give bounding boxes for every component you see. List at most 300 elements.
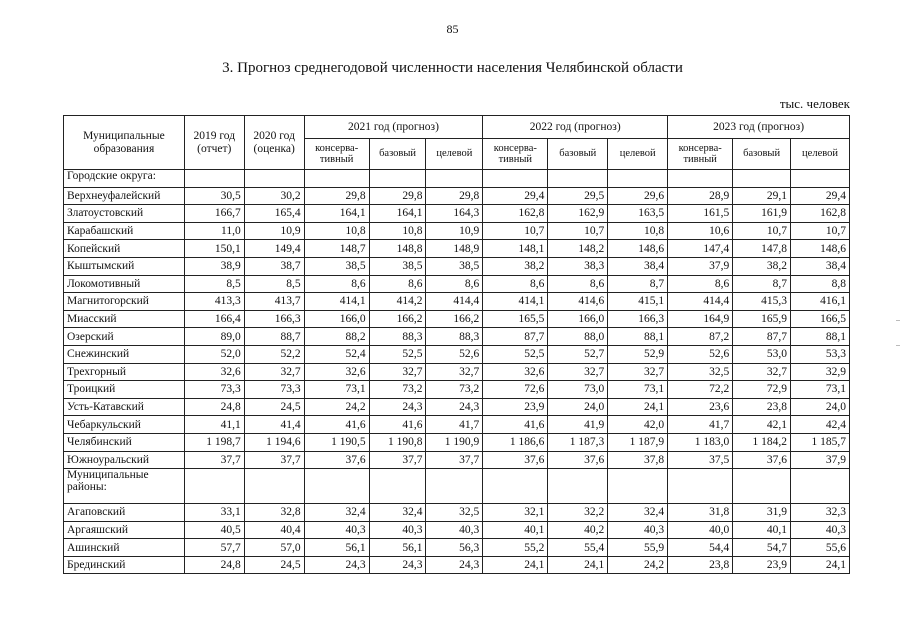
- value-cell: 37,9: [668, 257, 733, 275]
- section-header-row: [64, 170, 850, 188]
- value-cell: 163,5: [608, 205, 668, 223]
- empty-cell: [184, 469, 244, 504]
- value-cell: 29,8: [369, 187, 426, 205]
- table-row: [64, 416, 850, 434]
- value-cell: 88,1: [791, 328, 850, 346]
- municipality-name: Трехгорный: [64, 363, 185, 381]
- value-cell: 42,4: [791, 416, 850, 434]
- value-cell: 37,6: [304, 451, 369, 469]
- value-cell: 162,8: [791, 205, 850, 223]
- empty-cell: [548, 170, 608, 188]
- value-cell: 24,1: [548, 556, 608, 574]
- value-cell: 24,0: [791, 398, 850, 416]
- value-cell: 166,3: [244, 310, 304, 328]
- value-cell: 1 185,7: [791, 433, 850, 451]
- value-cell: 38,5: [304, 257, 369, 275]
- value-cell: 23,8: [668, 556, 733, 574]
- value-cell: 40,1: [733, 521, 791, 539]
- value-cell: 32,6: [304, 363, 369, 381]
- value-cell: 41,6: [304, 416, 369, 434]
- table-row: [64, 539, 850, 557]
- value-cell: 8,6: [668, 275, 733, 293]
- value-cell: 28,9: [668, 187, 733, 205]
- value-cell: 32,9: [791, 363, 850, 381]
- value-cell: 161,9: [733, 205, 791, 223]
- value-cell: 31,9: [733, 504, 791, 522]
- header-2021: 2021 год (прогноз): [304, 116, 483, 139]
- value-cell: 40,4: [244, 521, 304, 539]
- value-cell: 8,6: [548, 275, 608, 293]
- value-cell: 8,6: [304, 275, 369, 293]
- value-cell: 8,5: [244, 275, 304, 293]
- value-cell: 148,2: [548, 240, 608, 258]
- empty-cell: [608, 170, 668, 188]
- value-cell: 32,3: [791, 504, 850, 522]
- value-cell: 8,6: [369, 275, 426, 293]
- value-cell: 87,2: [668, 328, 733, 346]
- value-cell: 166,4: [184, 310, 244, 328]
- value-cell: 37,6: [733, 451, 791, 469]
- value-cell: 166,2: [369, 310, 426, 328]
- value-cell: 57,7: [184, 539, 244, 557]
- value-cell: 88,2: [304, 328, 369, 346]
- value-cell: 32,7: [548, 363, 608, 381]
- value-cell: 166,0: [548, 310, 608, 328]
- value-cell: 8,5: [184, 275, 244, 293]
- value-cell: 23,6: [668, 398, 733, 416]
- value-cell: 24,3: [369, 398, 426, 416]
- empty-cell: [244, 170, 304, 188]
- table-row: [64, 363, 850, 381]
- value-cell: 147,4: [668, 240, 733, 258]
- value-cell: 40,1: [483, 521, 548, 539]
- empty-cell: [791, 170, 850, 188]
- value-cell: 29,6: [608, 187, 668, 205]
- page-number: 85: [446, 22, 459, 36]
- value-cell: 52,5: [369, 345, 426, 363]
- empty-cell: [733, 469, 791, 504]
- municipality-name: Агаповский: [64, 504, 185, 522]
- value-cell: 10,8: [608, 222, 668, 240]
- value-cell: 24,1: [791, 556, 850, 574]
- value-cell: 29,8: [304, 187, 369, 205]
- value-cell: 148,9: [426, 240, 483, 258]
- empty-cell: [369, 469, 426, 504]
- value-cell: 37,7: [184, 451, 244, 469]
- value-cell: 55,9: [608, 539, 668, 557]
- value-cell: 1 194,6: [244, 433, 304, 451]
- value-cell: 8,6: [483, 275, 548, 293]
- value-cell: 8,8: [791, 275, 850, 293]
- value-cell: 147,8: [733, 240, 791, 258]
- value-cell: 31,8: [668, 504, 733, 522]
- value-cell: 164,1: [304, 205, 369, 223]
- units-label: тыс. человек: [779, 96, 850, 111]
- value-cell: 52,6: [668, 345, 733, 363]
- section-label: Городские округа:: [64, 170, 185, 188]
- value-cell: 52,6: [426, 345, 483, 363]
- value-cell: 38,7: [244, 257, 304, 275]
- value-cell: 38,2: [733, 257, 791, 275]
- value-cell: 29,4: [483, 187, 548, 205]
- value-cell: 37,7: [369, 451, 426, 469]
- value-cell: 32,8: [244, 504, 304, 522]
- table-row: [64, 275, 850, 293]
- value-cell: 33,1: [184, 504, 244, 522]
- municipality-name: Копейский: [64, 240, 185, 258]
- value-cell: 414,6: [548, 293, 608, 311]
- value-cell: 415,3: [733, 293, 791, 311]
- value-cell: 8,7: [733, 275, 791, 293]
- header-2019: 2019 год (отчет): [184, 116, 244, 170]
- value-cell: 10,7: [733, 222, 791, 240]
- value-cell: 413,7: [244, 293, 304, 311]
- municipality-name: Троицкий: [64, 381, 185, 399]
- value-cell: 32,4: [304, 504, 369, 522]
- header-2022: 2022 год (прогноз): [483, 116, 668, 139]
- municipality-name: Ашинский: [64, 539, 185, 557]
- value-cell: 32,6: [483, 363, 548, 381]
- value-cell: 1 190,5: [304, 433, 369, 451]
- empty-cell: [244, 469, 304, 504]
- value-cell: 73,1: [304, 381, 369, 399]
- value-cell: 52,0: [184, 345, 244, 363]
- municipality-name: Снежинский: [64, 345, 185, 363]
- value-cell: 88,0: [548, 328, 608, 346]
- value-cell: 52,9: [608, 345, 668, 363]
- value-cell: 73,3: [244, 381, 304, 399]
- value-cell: 32,7: [369, 363, 426, 381]
- value-cell: 148,6: [791, 240, 850, 258]
- value-cell: 54,4: [668, 539, 733, 557]
- value-cell: 10,8: [304, 222, 369, 240]
- empty-cell: [483, 170, 548, 188]
- value-cell: 164,3: [426, 205, 483, 223]
- value-cell: 73,3: [184, 381, 244, 399]
- header-2023-base: базовый: [733, 139, 791, 170]
- section-label: Муниципальные районы:: [64, 469, 185, 504]
- value-cell: 10,8: [369, 222, 426, 240]
- empty-cell: [369, 170, 426, 188]
- value-cell: 24,3: [426, 556, 483, 574]
- value-cell: 32,5: [426, 504, 483, 522]
- value-cell: 37,8: [608, 451, 668, 469]
- value-cell: 37,6: [483, 451, 548, 469]
- value-cell: 166,2: [426, 310, 483, 328]
- value-cell: 38,4: [791, 257, 850, 275]
- value-cell: 166,3: [608, 310, 668, 328]
- empty-cell: [668, 469, 733, 504]
- value-cell: 42,0: [608, 416, 668, 434]
- value-cell: 38,5: [426, 257, 483, 275]
- table-row: [64, 240, 850, 258]
- municipality-name: Южноуральский: [64, 451, 185, 469]
- municipality-name: Миасский: [64, 310, 185, 328]
- value-cell: 413,3: [184, 293, 244, 311]
- scan-margin-mark: [896, 320, 900, 321]
- municipality-name: Кыштымский: [64, 257, 185, 275]
- value-cell: 1 187,9: [608, 433, 668, 451]
- value-cell: 37,7: [426, 451, 483, 469]
- value-cell: 166,0: [304, 310, 369, 328]
- value-cell: 165,9: [733, 310, 791, 328]
- value-cell: 32,7: [608, 363, 668, 381]
- value-cell: 88,1: [608, 328, 668, 346]
- value-cell: 40,3: [369, 521, 426, 539]
- table-row: [64, 398, 850, 416]
- value-cell: 414,4: [668, 293, 733, 311]
- table-row: [64, 205, 850, 223]
- value-cell: 24,1: [608, 398, 668, 416]
- value-cell: 56,3: [426, 539, 483, 557]
- value-cell: 29,1: [733, 187, 791, 205]
- value-cell: 88,3: [369, 328, 426, 346]
- table-row: [64, 293, 850, 311]
- empty-cell: [791, 469, 850, 504]
- value-cell: 88,7: [244, 328, 304, 346]
- value-cell: 32,1: [483, 504, 548, 522]
- value-cell: 1 198,7: [184, 433, 244, 451]
- value-cell: 38,2: [483, 257, 548, 275]
- empty-cell: [548, 469, 608, 504]
- table-row: [64, 187, 850, 205]
- value-cell: 41,4: [244, 416, 304, 434]
- value-cell: 416,1: [791, 293, 850, 311]
- value-cell: 164,1: [369, 205, 426, 223]
- header-2023: 2023 год (прогноз): [668, 116, 850, 139]
- value-cell: 42,1: [733, 416, 791, 434]
- value-cell: 52,2: [244, 345, 304, 363]
- value-cell: 414,4: [426, 293, 483, 311]
- value-cell: 1 190,8: [369, 433, 426, 451]
- value-cell: 148,6: [608, 240, 668, 258]
- value-cell: 165,4: [244, 205, 304, 223]
- population-forecast-table: [63, 115, 850, 574]
- value-cell: 414,1: [483, 293, 548, 311]
- municipality-name: Аргаяшский: [64, 521, 185, 539]
- header-2022-base: базовый: [548, 139, 608, 170]
- value-cell: 1 190,9: [426, 433, 483, 451]
- municipality-name: Озерский: [64, 328, 185, 346]
- table-row: [64, 345, 850, 363]
- empty-cell: [304, 469, 369, 504]
- value-cell: 54,7: [733, 539, 791, 557]
- empty-cell: [608, 469, 668, 504]
- value-cell: 32,4: [608, 504, 668, 522]
- value-cell: 166,7: [184, 205, 244, 223]
- value-cell: 148,8: [369, 240, 426, 258]
- header-2022-conservative: консерва-тивный: [483, 139, 548, 170]
- table-row: [64, 381, 850, 399]
- value-cell: 72,2: [668, 381, 733, 399]
- value-cell: 37,7: [244, 451, 304, 469]
- value-cell: 24,3: [369, 556, 426, 574]
- value-cell: 32,7: [244, 363, 304, 381]
- value-cell: 40,3: [426, 521, 483, 539]
- value-cell: 30,2: [244, 187, 304, 205]
- value-cell: 38,9: [184, 257, 244, 275]
- value-cell: 150,1: [184, 240, 244, 258]
- empty-cell: [426, 469, 483, 504]
- value-cell: 72,9: [733, 381, 791, 399]
- municipality-name: Верхнеуфалейский: [64, 187, 185, 205]
- header-2021-base: базовый: [369, 139, 426, 170]
- table-row: [64, 433, 850, 451]
- value-cell: 10,9: [426, 222, 483, 240]
- value-cell: 73,2: [369, 381, 426, 399]
- value-cell: 24,1: [483, 556, 548, 574]
- header-2020: 2020 год (оценка): [244, 116, 304, 170]
- empty-cell: [426, 170, 483, 188]
- value-cell: 414,2: [369, 293, 426, 311]
- value-cell: 24,5: [244, 556, 304, 574]
- value-cell: 23,9: [483, 398, 548, 416]
- municipality-name: Брединский: [64, 556, 185, 574]
- table-row: [64, 222, 850, 240]
- value-cell: 32,7: [426, 363, 483, 381]
- value-cell: 56,1: [369, 539, 426, 557]
- value-cell: 32,7: [733, 363, 791, 381]
- value-cell: 40,5: [184, 521, 244, 539]
- value-cell: 1 183,0: [668, 433, 733, 451]
- empty-cell: [668, 170, 733, 188]
- value-cell: 88,3: [426, 328, 483, 346]
- value-cell: 40,3: [791, 521, 850, 539]
- value-cell: 30,5: [184, 187, 244, 205]
- header-2023-target: целевой: [791, 139, 850, 170]
- value-cell: 87,7: [733, 328, 791, 346]
- value-cell: 37,9: [791, 451, 850, 469]
- empty-cell: [733, 170, 791, 188]
- value-cell: 29,4: [791, 187, 850, 205]
- value-cell: 73,2: [426, 381, 483, 399]
- header-2023-conservative: консерва-тивный: [668, 139, 733, 170]
- value-cell: 24,2: [304, 398, 369, 416]
- municipality-name: Магнитогорский: [64, 293, 185, 311]
- value-cell: 57,0: [244, 539, 304, 557]
- value-cell: 8,6: [426, 275, 483, 293]
- value-cell: 414,1: [304, 293, 369, 311]
- value-cell: 73,0: [548, 381, 608, 399]
- value-cell: 55,6: [791, 539, 850, 557]
- value-cell: 41,7: [668, 416, 733, 434]
- value-cell: 29,8: [426, 187, 483, 205]
- municipality-name: Усть-Катавский: [64, 398, 185, 416]
- table-row: [64, 451, 850, 469]
- value-cell: 32,4: [369, 504, 426, 522]
- table-row: [64, 556, 850, 574]
- header-municipal: Муниципальные образования: [64, 116, 185, 170]
- municipality-name: Карабашский: [64, 222, 185, 240]
- value-cell: 41,1: [184, 416, 244, 434]
- value-cell: 55,4: [548, 539, 608, 557]
- value-cell: 24,2: [608, 556, 668, 574]
- value-cell: 73,1: [791, 381, 850, 399]
- value-cell: 24,5: [244, 398, 304, 416]
- value-cell: 56,1: [304, 539, 369, 557]
- value-cell: 165,5: [483, 310, 548, 328]
- empty-cell: [304, 170, 369, 188]
- value-cell: 10,9: [244, 222, 304, 240]
- value-cell: 24,3: [304, 556, 369, 574]
- header-2022-target: целевой: [608, 139, 668, 170]
- value-cell: 166,5: [791, 310, 850, 328]
- value-cell: 24,8: [184, 556, 244, 574]
- value-cell: 8,7: [608, 275, 668, 293]
- value-cell: 40,0: [668, 521, 733, 539]
- value-cell: 24,8: [184, 398, 244, 416]
- value-cell: 148,1: [483, 240, 548, 258]
- value-cell: 24,3: [426, 398, 483, 416]
- table-row: [64, 328, 850, 346]
- value-cell: 415,1: [608, 293, 668, 311]
- value-cell: 73,1: [608, 381, 668, 399]
- value-cell: 52,7: [548, 345, 608, 363]
- value-cell: 29,5: [548, 187, 608, 205]
- value-cell: 38,4: [608, 257, 668, 275]
- value-cell: 41,6: [369, 416, 426, 434]
- value-cell: 162,9: [548, 205, 608, 223]
- value-cell: 37,5: [668, 451, 733, 469]
- value-cell: 72,6: [483, 381, 548, 399]
- table-body: [64, 170, 850, 574]
- value-cell: 164,9: [668, 310, 733, 328]
- municipality-name: Чебаркульский: [64, 416, 185, 434]
- value-cell: 148,7: [304, 240, 369, 258]
- value-cell: 11,0: [184, 222, 244, 240]
- value-cell: 24,0: [548, 398, 608, 416]
- document-title: 3. Прогноз среднегодовой численности населения Челябинской области: [222, 60, 683, 76]
- value-cell: 23,9: [733, 556, 791, 574]
- value-cell: 53,0: [733, 345, 791, 363]
- section-header-row: [64, 469, 850, 504]
- value-cell: 53,3: [791, 345, 850, 363]
- header-2021-target: целевой: [426, 139, 483, 170]
- value-cell: 38,3: [548, 257, 608, 275]
- value-cell: 10,7: [791, 222, 850, 240]
- empty-cell: [483, 469, 548, 504]
- empty-cell: [184, 170, 244, 188]
- value-cell: 89,0: [184, 328, 244, 346]
- scan-margin-mark: [896, 345, 900, 346]
- value-cell: 1 186,6: [483, 433, 548, 451]
- value-cell: 32,2: [548, 504, 608, 522]
- table-row: [64, 504, 850, 522]
- value-cell: 41,7: [426, 416, 483, 434]
- value-cell: 32,6: [184, 363, 244, 381]
- header-row-years: [64, 116, 850, 139]
- value-cell: 37,6: [548, 451, 608, 469]
- value-cell: 52,5: [483, 345, 548, 363]
- value-cell: 23,8: [733, 398, 791, 416]
- value-cell: 52,4: [304, 345, 369, 363]
- value-cell: 1 184,2: [733, 433, 791, 451]
- value-cell: 87,7: [483, 328, 548, 346]
- table-row: [64, 521, 850, 539]
- value-cell: 10,6: [668, 222, 733, 240]
- header-2021-conservative: консерва-тивный: [304, 139, 369, 170]
- value-cell: 10,7: [483, 222, 548, 240]
- value-cell: 32,5: [668, 363, 733, 381]
- value-cell: 10,7: [548, 222, 608, 240]
- value-cell: 40,3: [608, 521, 668, 539]
- value-cell: 162,8: [483, 205, 548, 223]
- table-row: [64, 310, 850, 328]
- value-cell: 149,4: [244, 240, 304, 258]
- value-cell: 41,6: [483, 416, 548, 434]
- value-cell: 40,2: [548, 521, 608, 539]
- value-cell: 41,9: [548, 416, 608, 434]
